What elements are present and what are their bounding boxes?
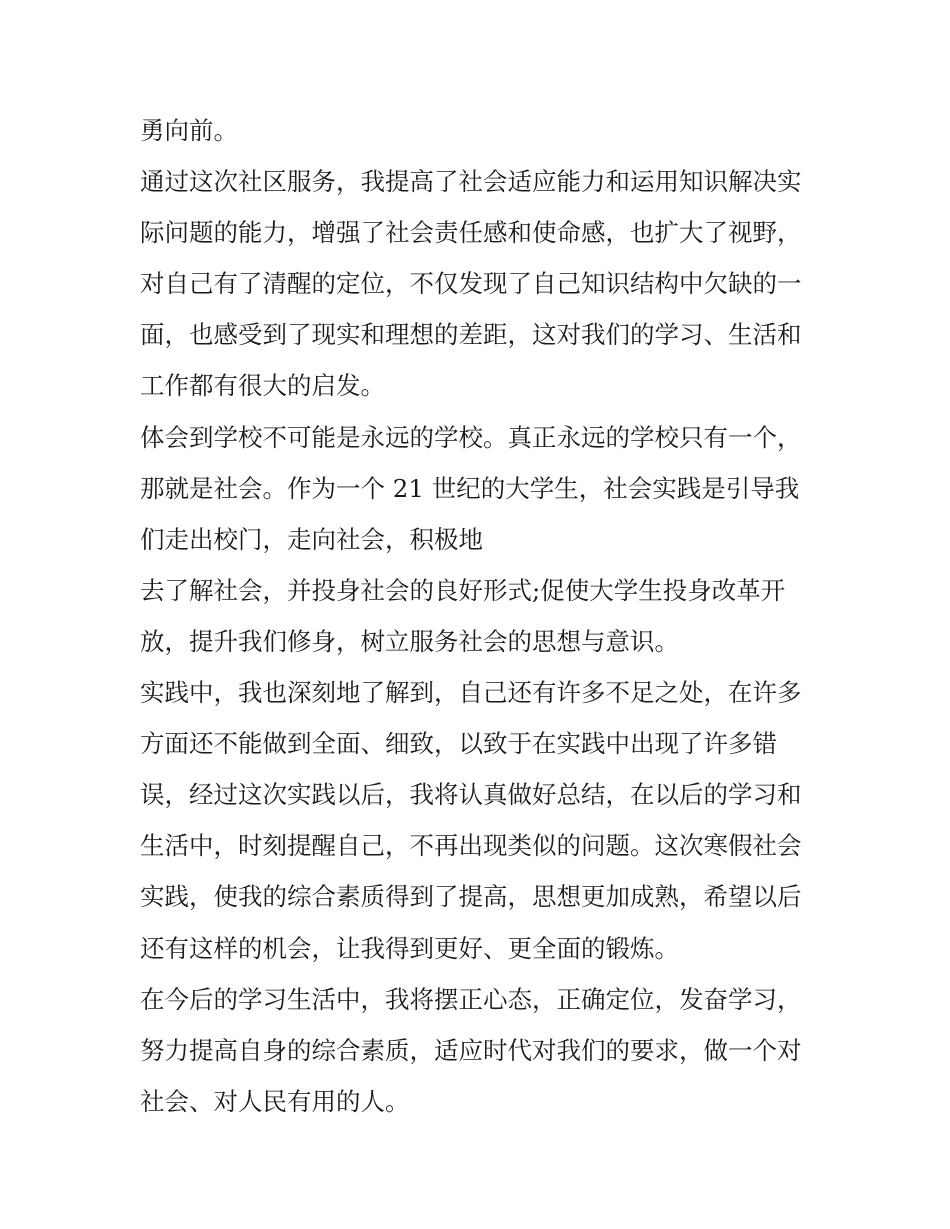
- text-line: 体会到学校不可能是永远的学校。真正永远的学校只有一个，: [140, 422, 802, 452]
- document-body: [140, 105, 820, 1127]
- text-line: 生活中，时刻提醒自己，不再出现类似的问题。这次寒假社会: [140, 831, 802, 861]
- text-line: 实践中，我也深刻地了解到，自己还有许多不足之处，在许多: [140, 678, 802, 708]
- text-line: 际问题的能力，增强了社会责任感和使命感，也扩大了视野，: [140, 218, 802, 248]
- text-line: 对自己有了清醒的定位，不仅发现了自己知识结构中欠缺的一: [140, 269, 802, 299]
- text-line: 在今后的学习生活中，我将摆正心态，正确定位，发奋学习，: [140, 984, 802, 1014]
- text-line: 那就是社会。作为一个 21 世纪的大学生，社会实践是引导我: [140, 473, 800, 503]
- text-line: 放，提升我们修身，树立服务社会的思想与意识。: [140, 626, 679, 656]
- text-line: 实践，使我的综合素质得到了提高，思想更加成熟，希望以后: [140, 882, 802, 912]
- text-line: 面，也感受到了现实和理想的差距，这对我们的学习、生活和: [140, 320, 802, 350]
- text-line: 们走出校门，走向社会，积极地: [140, 524, 483, 554]
- text-line: 误，经过这次实践以后，我将认真做好总结，在以后的学习和: [140, 780, 802, 810]
- text-line: 社会、对人民有用的人。: [140, 1086, 410, 1116]
- text-line: 工作都有很大的启发。: [140, 371, 385, 401]
- text-line: 勇向前。: [140, 116, 238, 145]
- text-line: 还有这样的机会，让我得到更好、更全面的锻炼。: [140, 933, 679, 963]
- text-line: 去了解社会，并投身社会的良好形式;促使大学生投身改革开: [140, 575, 786, 605]
- text-line: 努力提高自身的综合素质，适应时代对我们的要求，做一个对: [140, 1035, 802, 1065]
- text-line: 通过这次社区服务，我提高了社会适应能力和运用知识解决实: [140, 167, 802, 197]
- text-line: 方面还不能做到全面、细致，以致于在实践中出现了许多错: [140, 729, 777, 759]
